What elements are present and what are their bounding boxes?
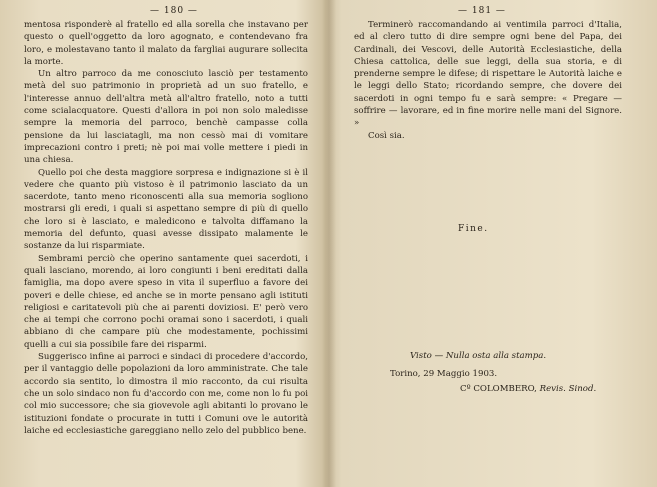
right-page-text — [354, 19, 622, 142]
place-date: Torino, 29 Maggio 1903. — [390, 369, 498, 379]
right-page-number: — 181 — — [458, 6, 506, 16]
signer — [460, 384, 596, 394]
paragraph: mentosa risponderè al fratello ed alla sorella che instavano per questo o quell'oggetto da loro agognato, e contendevano fra loro, e molestavano tanto il malato da fargliai augurare sollecita la morte. — [24, 20, 308, 67]
right-page — [330, 0, 657, 487]
signer-name: Cº COLOMBERO, — [460, 384, 537, 394]
paragraph: Suggerisco infine ai parroci e sindaci di procedere d'accordo, per il vantaggio delle popolazioni da loro amministrate. Che tale accordo sia sentito, lo dimostra il mio racconto, da cui risulta che un solo sindaco non fu d'accordo con me, come non lo fu poi col mio successore; che sia giovevole agli abitanti lo provano le istituzioni fondate o procurate in tutti i Comuni ove le autorità laiche ed ecclesiastiche gareggiano nello zelo del pubblico bene. — [24, 352, 308, 436]
paragraph: Sembrami perciò che operino santamente quei sacerdoti, i quali lasciano, morendo, ai loro congiunti i beni ereditati dalla famiglia, ma dopo avere speso in vita il superfluo a favore dei poveri e delle chiese, ed anche se in morte pensano agli istituti religiosi e caritatevoli più che ai parenti doviziosi. E' però vero che ai tempi che corrono pochi oramai sono i sacerdoti, i quali abbiano di che campare più che modestamente, pochissimi quelli a cui sia possibile fare dei risparmi. — [24, 253, 308, 350]
paragraph: Quello poi che desta maggiore sorpresa e indignazione si è il vedere che quanto più vistoso è il patrimonio lasciato da un sacerdote, tanto meno riconoscenti alla sua memoria sogliono mostrarsi gli eredi, i quali si aspettano sempre di più di quello che loro si è lasciato, e maledicono e talvolta diffamano la memoria del defunto, quasi avesse dissipato malamente le sostanze da lui risparmiate. — [24, 167, 308, 252]
left-page-text — [24, 19, 308, 437]
paragraph: Un altro parroco da me conosciuto lasciò per testamento metà del suo patrimonio in proprietà ad un suo fratello, e l'interesse annuo dell'altra metà all'altro fratello, noto a tutti come scialacquatore. Questi d'allora in poi non solo maledisse sempre la memoria del parroco, benchè campasse colla pensione da lui lasciatagli, ma non cessò mai di vomitare imprecazioni contro i preti; nè poi mai volle mettere i piedi in una chiesa. — [24, 69, 308, 166]
left-page — [0, 0, 328, 487]
paragraph: Terminerò raccomandando ai ventimila parroci d'Italia, ed al clero tutto di dire sempre ogni bene del Papa, dei Cardinali, dei Vescovi, delle Autorità Ecclesiastiche, della Chiesa cattolica, delle sue leggi, della sua storia, e di prenderne sempre le difese; di rispettare le Autorità laiche e le leggi dello Stato; ricordando sempre, che dovere dei sacerdoti in ogni tempo fu e sarà sempre: « Pregare — soffrire — lavorare, ed in fine morire nelle mani del Signore. » — [354, 20, 622, 129]
left-page-number: — 180 — — [150, 6, 198, 16]
imprimatur-line: Visto — Nulla osta alla stampa. — [410, 351, 547, 361]
signer-title: Revis. Sinod. — [539, 384, 597, 394]
closing-line: Così sia. — [368, 130, 405, 141]
fine-label: Fine. — [458, 224, 489, 234]
